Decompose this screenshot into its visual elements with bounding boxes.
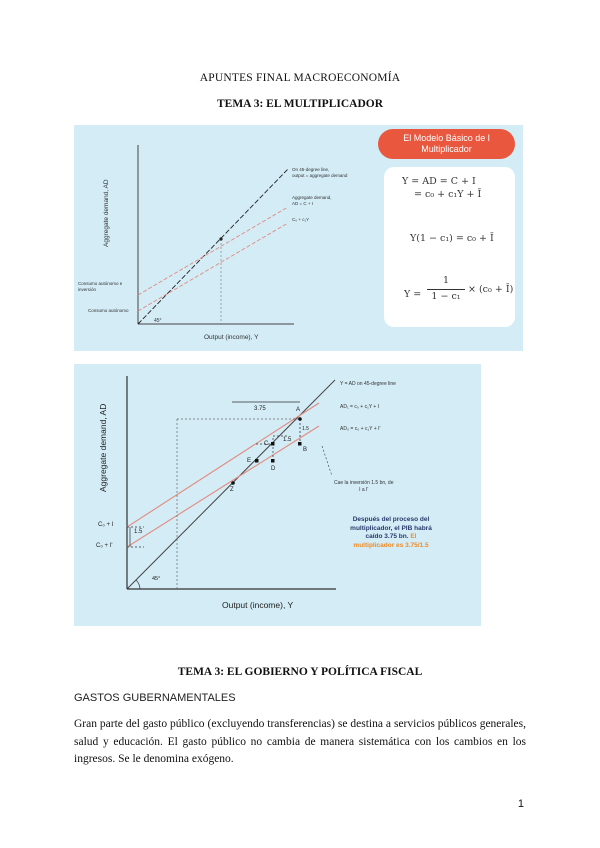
figure2-point-a [298, 417, 302, 421]
figure2-ad0-label: AD₀ = c₀ + c₁Y + I' [340, 426, 381, 432]
figure2-angle-label: 45° [152, 576, 161, 582]
figure1-autonomous-c-label: Consumo autónomo [88, 308, 129, 313]
model-title-badge: El Modelo Básico de l Multiplicador [378, 129, 515, 159]
equation-1a: Y = AD = C + I [402, 176, 476, 187]
figure-multiplier-example [74, 364, 481, 626]
figure2-x-axis-label: Output (income), Y [222, 600, 294, 610]
equation-1b: = c₀ + c₁Y + Ī [414, 189, 482, 200]
figure2-ad1-label: AD₁ = c₀ + c₁Y + I [340, 404, 380, 410]
figure2-y-tick-c0-ip: C₀ + I' [96, 543, 113, 549]
figure2-point-b [298, 442, 302, 446]
equations-box [384, 167, 515, 327]
figure1-angle-label: 45° [154, 318, 162, 324]
figure1-ad-label: Aggregate demand, AD = C + I [292, 195, 332, 206]
figure2-label-point-d: D [271, 466, 276, 472]
figure2-point-c [271, 442, 275, 446]
subheading-gastos: GASTOS GUBERNAMENTALES [74, 692, 236, 704]
figure2-ad0-line [127, 426, 319, 547]
course-title: APUNTES FINAL MACROECONOMÍA [199, 72, 401, 84]
figure2-angle-arc [136, 580, 140, 589]
figure2-label-15-b: 1.5 [283, 437, 292, 443]
equation-2: Y(1 − c₁) = c₀ + Ī [410, 233, 494, 244]
equation-3-denominator: 1 − c₁ [431, 291, 461, 302]
figure2-label-15-c: 1.5 [134, 529, 143, 535]
figure2-y-axis-label: Aggregate demand, AD [98, 403, 108, 492]
figure1-x-axis-label: Output (income), Y [204, 334, 259, 341]
figure2-chart [74, 364, 481, 626]
equation-3-fraction-bar [427, 289, 465, 290]
figure2-note-pointer [322, 446, 332, 476]
figure2-point-e [255, 459, 259, 463]
equation-3-rhs: × (c₀ + Ī) [468, 284, 514, 295]
figure2-investment-note: Cae la inversión 1.5 bn, de I a I' [334, 480, 394, 493]
figure2-y-tick-c0-i: C₀ + I [98, 522, 114, 528]
page-number: 1 [517, 798, 524, 810]
figure1-y-axis-label: Aggregate demand, AD [103, 179, 110, 247]
figure1-consumption-label: C₀ + c₁Y [292, 217, 310, 222]
figure2-label-point-b: B [303, 447, 308, 453]
figure1-45-degree-line [138, 169, 288, 324]
figure1-equilibrium-point [219, 237, 222, 240]
figure2-label-point-e: E [247, 458, 252, 464]
body-paragraph: Gran parte del gasto público (excluyendo transferencias) se destina a servicios públicos generales, salud y educación. El gasto público no cambia de manera sistemática con los cambios en los ingresos. Se le denomina exógeno. [74, 718, 526, 765]
figure2-45-degree-line [127, 380, 335, 589]
figure1-consumption-line [138, 223, 288, 311]
figure2-label-375: 3.75 [254, 406, 266, 412]
figure2-45-line-label: Y = AD on 45-degree line [340, 381, 396, 387]
section-title-multiplicador: TEMA 3: EL MULTIPLICADOR [216, 98, 384, 110]
figure1-autonomous-ci-label: Consumo autónomo e inversión [78, 281, 123, 292]
equation-3-numerator: 1 [442, 275, 450, 286]
figure2-ad1-line [127, 403, 319, 527]
figure1-45-line-label: On 45-degree line, output = aggregate demand [292, 167, 348, 178]
figure2-multiplier-note: Después del proceso del multiplicador, el PIB habrá caído 3.75 bn. El multiplicador es 3.75/1.5 [350, 516, 432, 549]
figure2-label-point-a: A [296, 407, 301, 413]
figure2-label-point-c: C [264, 441, 269, 447]
figure2-label-point-z: Z [230, 487, 234, 493]
section-title-gobierno: TEMA 3: EL GOBIERNO Y POLÍTICA FISCAL [177, 666, 423, 678]
figure2-point-d [271, 459, 275, 463]
figure2-label-15-a: 1.5 [302, 426, 309, 432]
equation-3-lhs: Y = [404, 289, 422, 300]
figure2-point-z [231, 481, 235, 485]
figure1-ad-line [138, 207, 288, 295]
